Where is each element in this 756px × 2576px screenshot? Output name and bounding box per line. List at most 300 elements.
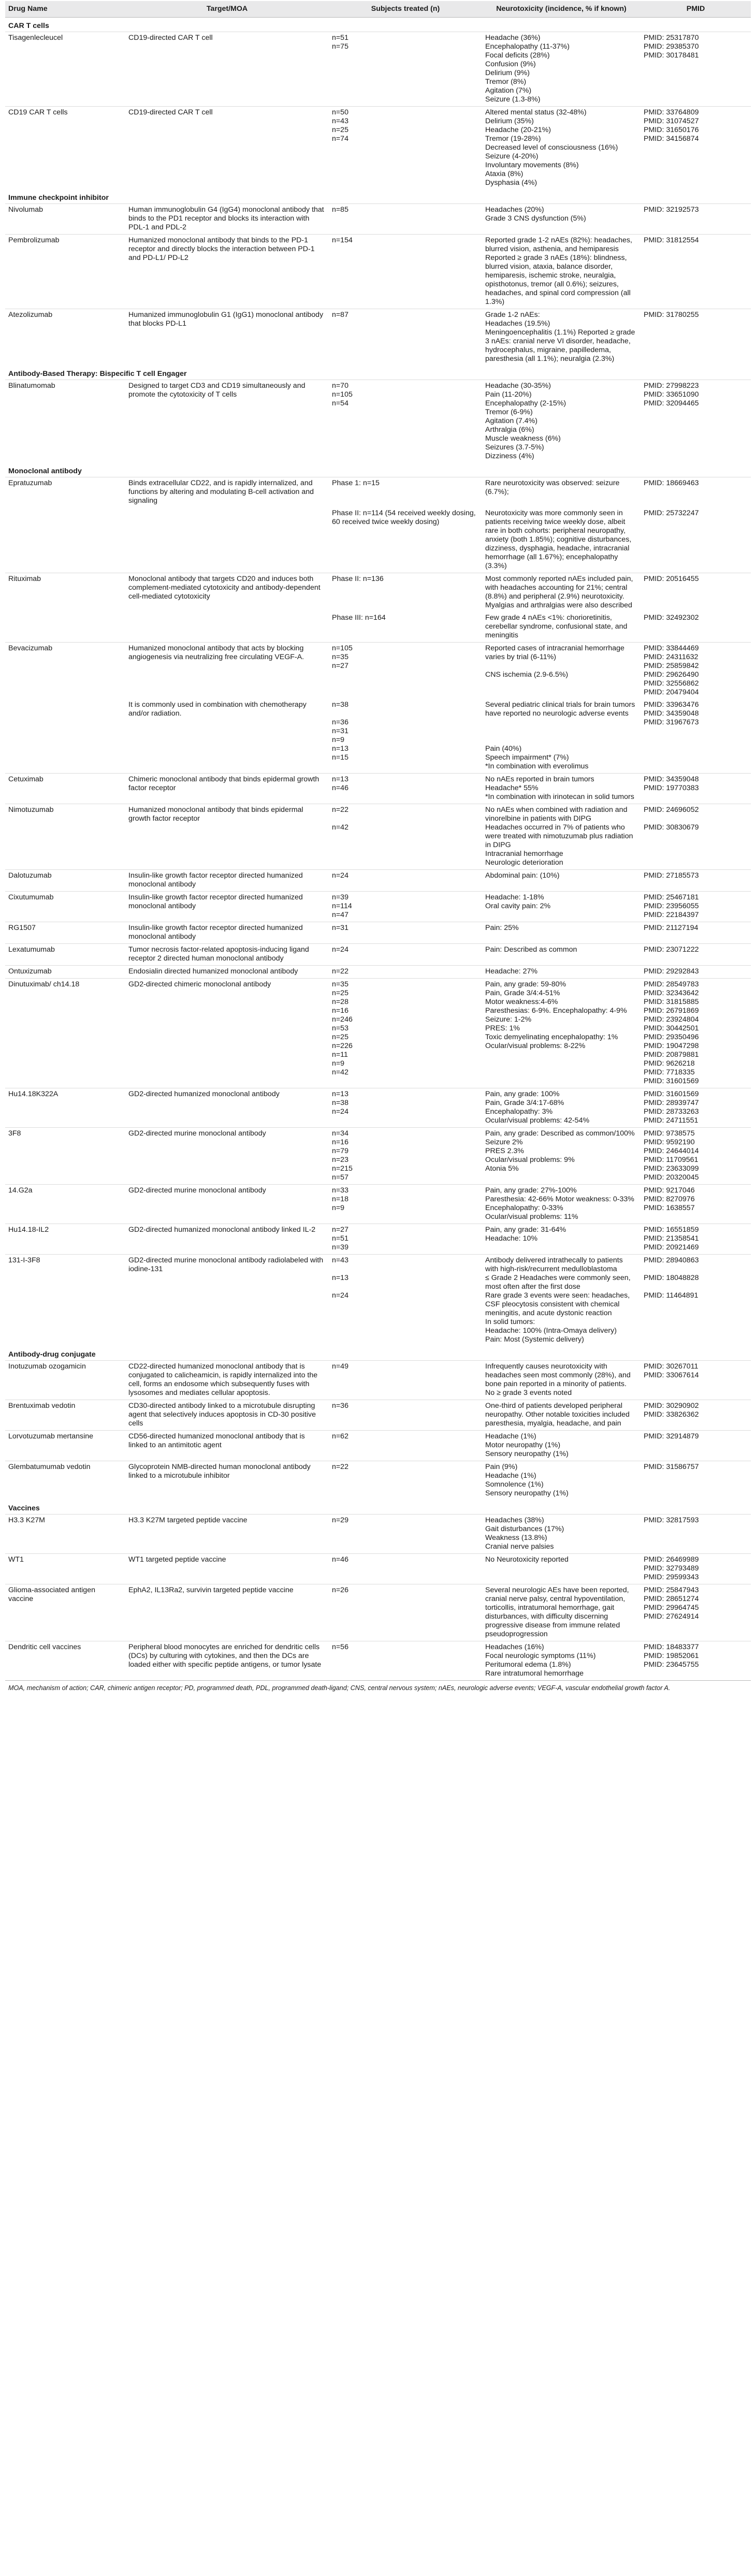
neurotoxicity-line: Seizure 2% <box>485 1138 523 1146</box>
drug-name-cell: Dalotuzumab <box>5 870 125 892</box>
subjects-line: n=85 <box>332 206 348 214</box>
pmid-line: PMID: 9217046 <box>644 1186 695 1195</box>
pmid-line: PMID: 32492302 <box>644 614 699 622</box>
table-row <box>5 309 751 366</box>
subjects-cell <box>329 507 482 573</box>
target-moa-cell: Humanized monoclonal antibody that acts by blocking angiogenesis via neutralizing free circulating VEGF-A. <box>125 643 329 700</box>
subjects-line: n=75 <box>332 42 348 51</box>
target-moa-cell: Insulin-like growth factor receptor directed humanized monoclonal antibody <box>125 870 329 892</box>
neurotoxicity-cell <box>482 32 641 107</box>
pmid-cell <box>641 944 751 966</box>
section-title: Monoclonal antibody <box>8 467 82 475</box>
neurotoxicity-cell <box>482 1584 641 1641</box>
target-moa-cell: It is commonly used in combination with chemotherapy and/or radiation. <box>128 701 307 718</box>
pmid-line: PMID: 9592190 <box>644 1138 695 1146</box>
subjects-line: n=105 <box>332 390 353 399</box>
target-moa-cell: EphA2, IL13Ra2, survivin targeted peptide vaccine <box>125 1584 329 1641</box>
subjects-line <box>332 814 479 823</box>
table-row <box>5 1431 751 1461</box>
pmid-line: PMID: 25732247 <box>644 509 699 517</box>
drug-name-cell <box>5 699 125 774</box>
subjects-cell <box>329 1224 482 1255</box>
subjects-cell <box>329 32 482 107</box>
subjects-line: n=25 <box>332 1033 348 1041</box>
target-moa-cell: Designed to target CD3 and CD19 simultaneously and promote the cytotoxicity of T cells <box>125 380 329 463</box>
pmid-line: PMID: 34359048 <box>644 709 699 718</box>
pmid-cell <box>641 922 751 944</box>
subjects-line: n=31 <box>332 727 348 735</box>
pmid-line: PMID: 23633099 <box>644 1165 699 1173</box>
table-body <box>5 18 751 1681</box>
table-row <box>5 804 751 870</box>
pmid-line: PMID: 32094465 <box>644 399 699 407</box>
pmid-line: PMID: 32343642 <box>644 989 699 997</box>
neurotoxicity-line: Weakness (13.8%) <box>485 1534 547 1542</box>
neurotoxicity-line: Headache (36%) <box>485 34 541 42</box>
target-moa-cell <box>125 507 329 573</box>
pmid-line: PMID: 31780255 <box>644 311 699 319</box>
subjects-line: n=35 <box>332 980 348 988</box>
pmid-line: PMID: 32817593 <box>644 1516 699 1524</box>
section-row <box>5 1346 751 1361</box>
header-drug-name: Drug Name <box>5 1 125 18</box>
neurotoxicity-line: Paresthesia: 42-66% Motor weakness: 0-33% <box>485 1195 634 1203</box>
table-row <box>5 1088 751 1128</box>
neurotoxicity-cell <box>482 477 641 508</box>
pmid-line: PMID: 31586757 <box>644 1463 699 1471</box>
pmid-line: PMID: 25317870 <box>644 34 699 42</box>
neurotoxicity-line: Reported grade 1-2 nAEs (82%): headaches, blurred vision, asthenia, and hemiparesis <box>485 236 632 253</box>
neurotoxicity-line: Ocular/visual problems: 42-54% <box>485 1116 590 1125</box>
subjects-line: n=13 <box>332 775 348 783</box>
neurotoxicity-line: Pain, any grade: 27%-100% <box>485 1186 577 1195</box>
target-moa-cell: H3.3 K27M targeted peptide vaccine <box>125 1515 329 1554</box>
subjects-line: n=31 <box>332 924 348 932</box>
neurotoxicity-cell <box>482 1255 641 1347</box>
header-row <box>5 1 751 18</box>
neurotoxicity-line: Pain, any grade: 31-64% <box>485 1226 566 1234</box>
pmid-line: PMID: 23956055 <box>644 902 699 910</box>
subjects-cell <box>329 1461 482 1501</box>
pmid-line: PMID: 9738575 <box>644 1129 695 1138</box>
neurotoxicity-line <box>485 662 637 671</box>
pmid-line: PMID: 8270976 <box>644 1195 695 1203</box>
pmid-line: PMID: 30830679 <box>644 823 699 832</box>
neurotoxicity-cell <box>482 1461 641 1501</box>
pmid-line: PMID: 25467181 <box>644 893 699 901</box>
neurotoxicity-line: Encephalopathy (2-15%) <box>485 399 566 407</box>
pmid-line: PMID: 22184397 <box>644 911 699 919</box>
neurotoxicity-line: Seizures (3.7-5%) <box>485 443 544 452</box>
pmid-line: PMID: 33844469 <box>644 644 699 652</box>
neurotoxicity-line: Involuntary movements (8%) <box>485 161 579 169</box>
pmid-line: PMID: 32556862 <box>644 679 699 688</box>
neurotoxicity-line: Toxic demyelinating encephalopathy: 1% <box>485 1033 618 1041</box>
neurotoxicity-cell <box>482 1224 641 1255</box>
neurotoxicity-line: Headache (30-35%) <box>485 382 551 390</box>
target-moa-cell: WT1 targeted peptide vaccine <box>125 1554 329 1584</box>
target-moa-cell: Humanized immunoglobulin G1 (IgG1) monoclonal antibody that blocks PD-L1 <box>125 309 329 366</box>
subjects-line: n=57 <box>332 1173 348 1182</box>
drug-name-cell: 3F8 <box>5 1128 125 1185</box>
pmid-line: PMID: 7718335 <box>644 1068 695 1076</box>
subjects-line: Phase II: n=114 (54 received weekly dosing, 60 received twice weekly dosing) <box>332 509 476 526</box>
neurotoxicity-cell <box>482 612 641 643</box>
subjects-line: n=28 <box>332 998 348 1006</box>
table-row <box>5 1515 751 1554</box>
pmid-line: PMID: 1638557 <box>644 1204 695 1212</box>
drug-name-cell: Cetuximab <box>5 774 125 804</box>
target-moa-cell: Insulin-like growth factor receptor directed humanized monoclonal antibody <box>125 922 329 944</box>
pmid-line: PMID: 31812554 <box>644 236 699 244</box>
pmid-line: PMID: 31074527 <box>644 117 699 125</box>
subjects-cell <box>329 107 482 190</box>
neurotoxicity-line: Rare grade 3 events were seen: headaches, CSF pleocytosis consistent with chemical meningitis, and acute dystonic reaction <box>485 1291 630 1317</box>
neurotoxicity-line: Headache: 100% (Intra-Omaya delivery) <box>485 1327 617 1335</box>
neurotoxicity-cell <box>482 235 641 309</box>
neurotoxicity-line: Seizure: 1-2% <box>485 1015 532 1024</box>
pmid-line: PMID: 27998223 <box>644 382 699 390</box>
neurotoxicity-line: Most commonly reported nAEs included pain, with headaches accounting for 21%; central (8.8%) and peripheral (2.9%) neurotoxicity. Myalgias and arthralgias were also described <box>485 575 633 609</box>
drug-name-cell <box>5 507 125 573</box>
table-row <box>5 507 751 573</box>
pmid-line: PMID: 18048828 <box>644 1274 699 1282</box>
subjects-line: n=24 <box>332 871 348 880</box>
neurotoxicity-line: Headaches (16%) <box>485 1643 544 1651</box>
subjects-line: n=35 <box>332 653 348 661</box>
subjects-line: n=22 <box>332 967 348 976</box>
pmid-line: PMID: 24696052 <box>644 806 699 814</box>
pmid-line: PMID: 23924804 <box>644 1015 699 1024</box>
target-moa-cell: Peripheral blood monocytes are enriched for dendritic cells (DCs) by culturing with cytokines, and then the DCs are loaded either with specific peptide antigens, or tumor lysate <box>125 1641 329 1681</box>
subjects-line: n=51 <box>332 1234 348 1243</box>
subjects-cell <box>329 966 482 979</box>
subjects-line: n=226 <box>332 1042 353 1050</box>
neurotoxicity-cell <box>482 1515 641 1554</box>
drug-name-cell: Glembatumumab vedotin <box>5 1461 125 1501</box>
pmid-line: PMID: 26469989 <box>644 1555 699 1564</box>
pmid-cell <box>641 1185 751 1224</box>
drug-name-cell: CD19 CAR T cells <box>5 107 125 190</box>
neurotoxicity-line: Seizure (4-20%) <box>485 152 539 161</box>
subjects-line: n=27 <box>332 662 348 670</box>
subjects-cell <box>329 477 482 508</box>
table-row <box>5 1224 751 1255</box>
neurotoxicity-line: Headache* 55% <box>485 784 539 792</box>
neurotoxicity-cell <box>482 774 641 804</box>
subjects-line: n=16 <box>332 1007 348 1015</box>
neurotoxicity-cell <box>482 1185 641 1224</box>
neurotoxicity-line: Ocular/visual problems: 9% <box>485 1156 575 1164</box>
pmid-line: PMID: 20516455 <box>644 575 699 583</box>
drug-name-cell <box>5 612 125 643</box>
neurotoxicity-cell <box>482 1361 641 1400</box>
pmid-line: PMID: 29385370 <box>644 42 699 51</box>
pmid-line: PMID: 25859842 <box>644 662 699 670</box>
neurotoxicity-line: Headache (1%) <box>485 1472 536 1480</box>
target-moa-cell: GD2-directed humanized monoclonal antibody linked IL-2 <box>125 1224 329 1255</box>
subjects-cell <box>329 1128 482 1185</box>
neurotoxicity-cell <box>482 699 641 774</box>
drug-name-cell: Brentuximab vedotin <box>5 1400 125 1431</box>
pmid-cell <box>641 380 751 463</box>
neurotoxicity-line: Tremor (6-9%) <box>485 408 533 416</box>
subjects-line: n=114 <box>332 902 352 910</box>
pmid-line: PMID: 29350496 <box>644 1033 699 1041</box>
pmid-line: PMID: 24711551 <box>644 1116 699 1125</box>
table-row <box>5 966 751 979</box>
subjects-cell <box>329 309 482 366</box>
neurotoxicity-line: Sensory neuropathy (1%) <box>485 1489 569 1497</box>
neurotoxicity-line: Focal deficits (28%) <box>485 51 550 60</box>
subjects-line: n=70 <box>332 382 348 390</box>
neurotoxicity-line: Headache: 10% <box>485 1234 537 1243</box>
neurotoxicity-line: Meningoencephalitis (1.1%) Reported ≥ grade 3 nAEs: cranial nerve VI disorder, headache, hydrocephalus, migraine, papilledema, paresthesia (all 1.1%); neuralgia (2.3%) <box>485 328 635 363</box>
subjects-cell <box>329 1554 482 1584</box>
table-row <box>5 1255 751 1347</box>
subjects-line: n=26 <box>332 1586 348 1594</box>
target-moa-cell: Monoclonal antibody that targets CD20 and induces both complement-mediated cytotoxicity and antibody-dependent cell-mediated cytotoxicity <box>125 573 329 613</box>
drug-name-cell: Cixutumumab <box>5 892 125 922</box>
neurotoxicity-cell <box>482 870 641 892</box>
target-moa-cell: GD2-directed humanized monoclonal antibody <box>125 1088 329 1128</box>
subjects-line: n=154 <box>332 236 353 244</box>
neurotoxicity-line: Pain (40%) <box>485 745 522 753</box>
neurotoxicity-line: Ocular/visual problems: 8-22% <box>485 1042 586 1050</box>
neurotoxicity-line: No nAEs reported in brain tumors <box>485 775 594 783</box>
subjects-cell <box>329 804 482 870</box>
pmid-line: PMID: 26791869 <box>644 1007 699 1015</box>
table-row <box>5 1361 751 1400</box>
table-row <box>5 573 751 613</box>
pmid-line: PMID: 28939747 <box>644 1099 699 1107</box>
neurotoxicity-line: Altered mental status (32-48%) <box>485 108 587 117</box>
section-row <box>5 190 751 204</box>
pmid-cell <box>641 235 751 309</box>
pmid-line: PMID: 31650176 <box>644 126 699 134</box>
drug-name-cell: Epratuzumab <box>5 477 125 508</box>
subjects-cell <box>329 204 482 235</box>
subjects-line: n=25 <box>332 989 348 997</box>
subjects-line: n=16 <box>332 1138 348 1146</box>
subjects-cell <box>329 612 482 643</box>
neurotoxicity-line <box>485 727 637 736</box>
neurotoxicity-line: Rare neurotoxicity was observed: seizure (6.7%); <box>485 479 620 496</box>
subjects-line: n=36 <box>332 718 348 726</box>
table-row <box>5 892 751 922</box>
drug-name-cell: WT1 <box>5 1554 125 1584</box>
pmid-cell <box>641 870 751 892</box>
neurotoxicity-line: Dizziness (4%) <box>485 452 534 460</box>
drug-name-cell: Atezolizumab <box>5 309 125 366</box>
table-row <box>5 204 751 235</box>
neurotoxicity-line: Grade 3 CNS dysfunction (5%) <box>485 214 586 223</box>
neurotoxicity-line: Neurotoxicity was more commonly seen in patients receiving twice weekly dose, albeit rare in both cohorts: peripheral neuropathy, anxiety (both 1.85%); cognitive disturbances, dizziness, dysphagia, headache, intracranial hemorrhage (all 1.67%); encephalopathy (3.3%) <box>485 509 632 570</box>
neurotoxicity-line: Oral cavity pain: 2% <box>485 902 551 910</box>
pmid-cell <box>641 573 751 613</box>
drug-name-cell: Blinatumomab <box>5 380 125 463</box>
neurotoxicity-cell <box>482 966 641 979</box>
subjects-line: n=51 <box>332 34 348 42</box>
pmid-line: PMID: 24311632 <box>644 653 699 661</box>
subjects-line <box>332 1283 479 1291</box>
subjects-cell <box>329 573 482 613</box>
neurotoxicity-cell <box>482 979 641 1088</box>
table-row <box>5 235 751 309</box>
target-moa-cell: CD56-directed humanized monoclonal antibody that is linked to an antimitotic agent <box>125 1431 329 1461</box>
subjects-line: n=38 <box>332 701 348 709</box>
table-row <box>5 1128 751 1185</box>
neurotoxicity-line: Several pediatric clinical trials for brain tumors have reported no neurologic adverse events <box>485 701 635 718</box>
drug-name-cell: Nivolumab <box>5 204 125 235</box>
neurotoxicity-line: In solid tumors: <box>485 1318 535 1326</box>
subjects-line: n=42 <box>332 823 348 832</box>
neurotoxicity-line: Paresthesias: 6-9%. Encephalopathy: 4-9% <box>485 1007 627 1015</box>
pmid-line: PMID: 29599343 <box>644 1573 699 1581</box>
pmid-cell <box>641 1584 751 1641</box>
subjects-line: n=36 <box>332 1402 348 1410</box>
subjects-line: n=215 <box>332 1165 353 1173</box>
subjects-line: n=27 <box>332 1226 348 1234</box>
neurotoxicity-line: Headache: 1-18% <box>485 893 544 901</box>
neurotoxicity-line: ≤ Grade 2 Headaches were commonly seen, most often after the first dose <box>485 1274 631 1291</box>
pmid-cell <box>641 1400 751 1431</box>
pmid-line: PMID: 33651090 <box>644 390 699 399</box>
header-neurotoxicity: Neurotoxicity (incidence, % if known) <box>482 1 641 18</box>
subjects-line: n=11 <box>332 1051 348 1059</box>
neurotoxicity-line: Pain, any grade: Described as common/100% <box>485 1129 635 1138</box>
pmid-line: PMID: 18669463 <box>644 479 699 487</box>
drug-name-cell: Rituximab <box>5 573 125 613</box>
target-moa-cell: Endosialin directed humanized monoclonal antibody <box>125 966 329 979</box>
neurotoxicity-line: No nAEs when combined with radiation and vinorelbine in patients with DIPG <box>485 806 628 823</box>
neurotoxicity-cell <box>482 804 641 870</box>
neurotoxicity-cell <box>482 107 641 190</box>
pmid-cell <box>641 107 751 190</box>
subjects-line: n=74 <box>332 135 348 143</box>
neurotoxicity-line: Abdominal pain: (10%) <box>485 871 560 880</box>
neurotoxicity-line: Focal neurologic symptoms (11%) <box>485 1652 596 1660</box>
neurotoxicity-line: Sensory neuropathy (1%) <box>485 1450 569 1458</box>
neurotoxicity-cell <box>482 380 641 463</box>
table-row <box>5 477 751 508</box>
pmid-line: PMID: 33067614 <box>644 1371 699 1379</box>
neurotoxicity-line <box>485 736 637 745</box>
pmid-cell <box>641 1361 751 1400</box>
pmid-line: PMID: 34156874 <box>644 135 699 143</box>
neurotoxicity-line <box>485 718 637 727</box>
subjects-line: n=9 <box>332 1204 345 1212</box>
pmid-cell <box>641 1431 751 1461</box>
neurotoxicity-line: Encephalopathy: 0-33% <box>485 1204 563 1212</box>
pmid-line: PMID: 23645755 <box>644 1661 699 1669</box>
pmid-line: PMID: 32914879 <box>644 1432 699 1440</box>
pmid-cell <box>641 966 751 979</box>
pmid-line: PMID: 28651274 <box>644 1595 699 1603</box>
neurotoxicity-line: Delirium (9%) <box>485 69 530 77</box>
target-moa-cell: Insulin-like growth factor receptor directed humanized monoclonal antibody <box>125 892 329 922</box>
neurotoxicity-line: Headaches (38%) <box>485 1516 544 1524</box>
neurotoxicity-line: Pain (9%) <box>485 1463 518 1471</box>
subjects-cell <box>329 1515 482 1554</box>
subjects-line: n=54 <box>332 399 348 407</box>
subjects-line: Phase 1: n=15 <box>332 479 380 487</box>
neurotoxicity-line: Cranial nerve palsies <box>485 1542 554 1551</box>
drug-name-cell: Tisagenlecleucel <box>5 32 125 107</box>
section-row <box>5 18 751 32</box>
subjects-line: n=43 <box>332 117 348 125</box>
subjects-line: n=53 <box>332 1024 348 1032</box>
table-row <box>5 107 751 190</box>
pmid-line: PMID: 27185573 <box>644 871 699 880</box>
pmid-line: PMID: 20879881 <box>644 1051 699 1059</box>
neurotoxicity-line: Atonia 5% <box>485 1165 519 1173</box>
subjects-cell <box>329 1431 482 1461</box>
neurotoxicity-cell <box>482 944 641 966</box>
target-moa-cell: Humanized monoclonal antibody that binds epidermal growth factor receptor <box>125 804 329 870</box>
pmid-cell <box>641 1515 751 1554</box>
table-row <box>5 1554 751 1584</box>
pmid-line: PMID: 30442501 <box>644 1024 699 1032</box>
pmid-line: PMID: 19047298 <box>644 1042 699 1050</box>
subjects-cell <box>329 235 482 309</box>
drug-name-cell: 14.G2a <box>5 1185 125 1224</box>
subjects-line: n=13 <box>332 745 348 753</box>
drug-name-cell: Hu14.18K322A <box>5 1088 125 1128</box>
subjects-cell <box>329 870 482 892</box>
subjects-line: n=9 <box>332 736 345 744</box>
neurotoxicity-line: PRES: 1% <box>485 1024 520 1032</box>
target-moa-cell <box>125 612 329 643</box>
subjects-cell <box>329 1361 482 1400</box>
header-target-moa: Target/MOA <box>125 1 329 18</box>
drug-name-cell: RG1507 <box>5 922 125 944</box>
subjects-line: n=25 <box>332 126 348 134</box>
pmid-line: PMID: 30267011 <box>644 1362 699 1371</box>
neurotoxicity-table <box>5 1 751 1680</box>
pmid-cell <box>641 1554 751 1584</box>
neurotoxicity-line: Pain (11-20%) <box>485 390 532 399</box>
pmid-cell <box>641 774 751 804</box>
pmid-cell <box>641 1641 751 1681</box>
pmid-line: PMID: 27624914 <box>644 1612 699 1621</box>
pmid-cell <box>641 699 751 774</box>
subjects-line: n=39 <box>332 1243 348 1251</box>
pmid-line: PMID: 28733263 <box>644 1108 699 1116</box>
pmid-line: PMID: 31815885 <box>644 998 699 1006</box>
neurotoxicity-line: Pain, Grade 3/4:4-51% <box>485 989 560 997</box>
drug-name-cell: Bevacizumab <box>5 643 125 700</box>
neurotoxicity-line: Peritumoral edema (1.8%) <box>485 1661 571 1669</box>
table-footnote: MOA, mechanism of action; CAR, chimeric antigen receptor; PD, programmed death, PDL, programmed death-ligand; CNS, central nervous system; nAEs, neurologic adverse events; VEGF-A, vascular endothelial growth factor A. <box>5 1680 751 1696</box>
neurotoxicity-line: Decreased level of consciousness (16%) <box>485 143 618 152</box>
target-moa-cell: CD22-directed humanized monoclonal antibody that is conjugated to calicheamicin, is rapidly internalized into the cell, forms an endosome which subsequently fuses with lysosomes and mediates cellular apoptosis. <box>125 1361 329 1400</box>
drug-name-cell: Lexatumumab <box>5 944 125 966</box>
neurotoxicity-line: Antibody delivered intrathecally to patients with high-risk/recurrent medulloblastoma <box>485 1256 623 1273</box>
subjects-line: n=62 <box>332 1432 348 1440</box>
pmid-line: PMID: 21358541 <box>644 1234 699 1243</box>
subjects-line: n=87 <box>332 311 348 319</box>
header-pmid: PMID <box>641 1 751 18</box>
subjects-line: n=79 <box>332 1147 348 1155</box>
pmid-line: PMID: 23071222 <box>644 945 699 954</box>
table-row <box>5 643 751 700</box>
subjects-cell <box>329 922 482 944</box>
header-subjects: Subjects treated (n) <box>329 1 482 18</box>
neurotoxicity-cell <box>482 1400 641 1431</box>
subjects-line: n=105 <box>332 644 353 652</box>
target-moa-cell: Chimeric monoclonal antibody that binds epidermal growth factor receptor <box>125 774 329 804</box>
